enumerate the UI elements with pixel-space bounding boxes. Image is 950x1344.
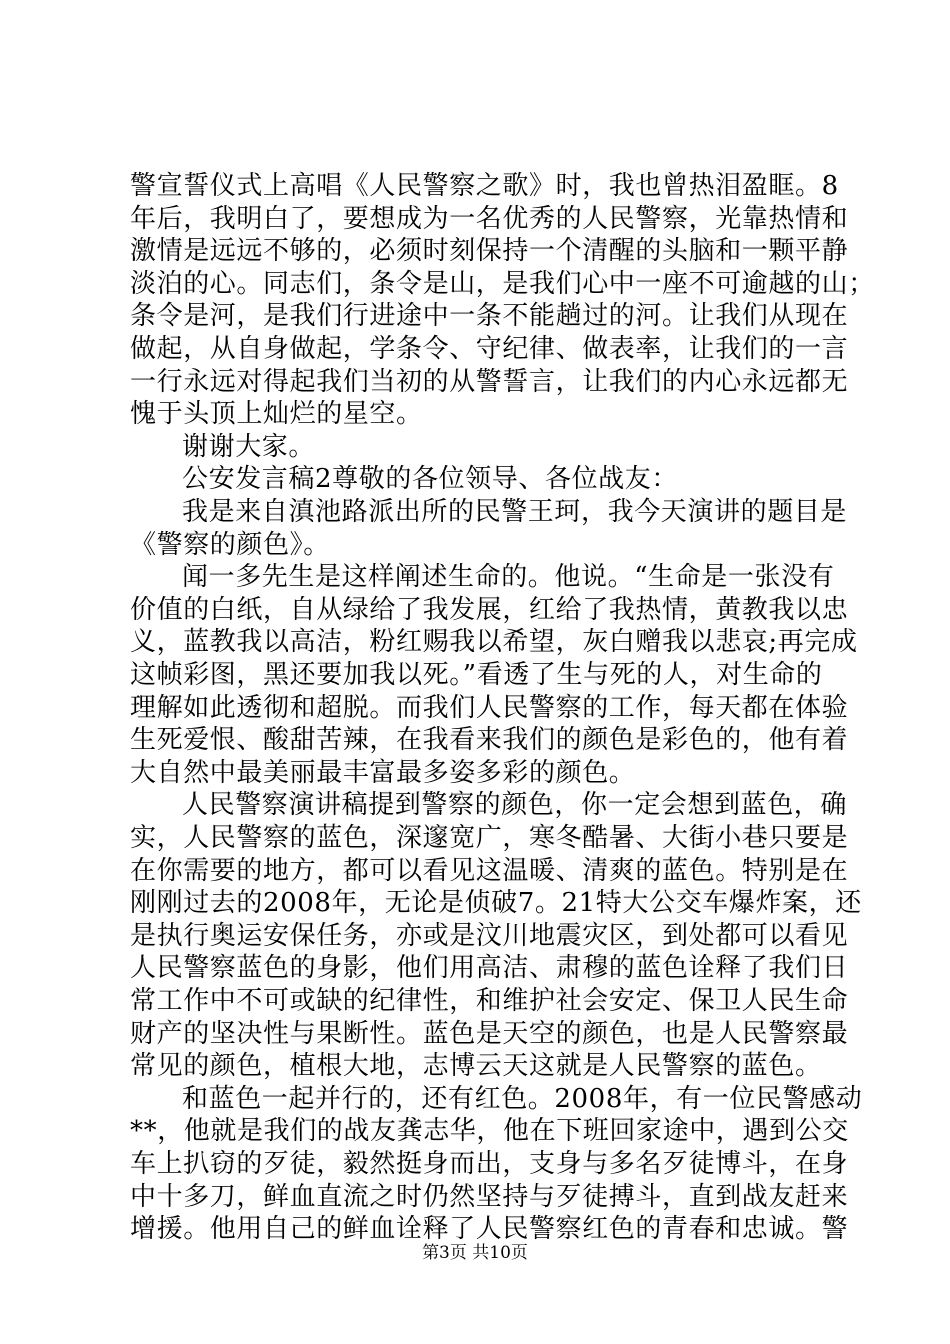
text-line: 谢谢大家。 bbox=[182, 431, 316, 462]
text-line: 常工作中不可或缺的纪律性，和维护社会安定、保卫人民生命 bbox=[130, 986, 849, 1016]
text-line: **，他就是我们的战友龚志华，他在下班回家途中，遇到公交 bbox=[130, 1116, 849, 1147]
text-line: 是执行奥运安保任务，亦或是汶川地震灾区，到处都可以看见 bbox=[130, 920, 849, 951]
text-line: 《警察的颜色》。 bbox=[130, 529, 330, 560]
text-line: 大自然中最美丽最丰富最多姿多彩的颜色。 bbox=[130, 757, 636, 788]
text-line: 车上扒窃的歹徒，毅然挺身而出，支身与多名歹徒博斗，在身 bbox=[130, 1149, 849, 1179]
text-line: 生死爱恨、酸甜苦辣，在我看来我们的颜色是彩色的，他有着 bbox=[130, 725, 849, 756]
text-line: 一行永远对得起我们当初的从警誓言，让我们的内心永远都无 bbox=[130, 366, 849, 397]
text-line: 理解如此透彻和超脱。而我们人民警察的工作，每天都在体验 bbox=[130, 692, 849, 723]
text-line: 激情是远远不够的，必须时刻保持一个清醒的头脑和一颗平静 bbox=[130, 236, 849, 267]
text-line: 常见的颜色，植根大地，志博云天这就是人民警察的蓝色。 bbox=[130, 1051, 822, 1082]
text-line: 中十多刀，鲜血直流之时仍然坚持与歹徒搏斗，直到战友赶来 bbox=[130, 1181, 849, 1212]
text-line: 闻一多先生是这样阐述生命的。他说。“生命是一张没有 bbox=[182, 562, 835, 593]
text-line: 这帧彩图，黑还要加我以死。”看透了生与死的人，对生命的 bbox=[130, 660, 823, 690]
text-line: 增援。他用自己的鲜血诠释了人民警察红色的青春和忠诚。警 bbox=[130, 1214, 849, 1245]
text-line: 愧于头顶上灿烂的星空。 bbox=[130, 399, 423, 430]
text-line: 年后，我明白了，要想成为一名优秀的人民警察，光靠热情和 bbox=[130, 203, 849, 234]
text-line: 价值的白纸，自从绿给了我发展，红给了我热情，黄教我以忠 bbox=[130, 594, 849, 625]
page-number: 第3页 共10页 bbox=[422, 1243, 528, 1263]
text-line: 我是来自滇池路派出所的民警王珂，我今天演讲的题目是 bbox=[182, 497, 848, 527]
text-line: 人民警察蓝色的身影，他们用高洁、肃穆的蓝色诠释了我们日 bbox=[130, 953, 849, 984]
text-line: 财产的坚决性与果断性。蓝色是天空的颜色，也是人民警察最 bbox=[130, 1018, 849, 1049]
text-line: 义，蓝教我以高洁，粉红赐我以希望，灰白赠我以悲哀;再完成 bbox=[130, 627, 858, 658]
text-line: 人民警察演讲稿提到警察的颜色，你一定会想到蓝色，确 bbox=[182, 790, 848, 821]
text-line: 实，人民警察的蓝色，深邃宽广，寒冬酷暑、大街小巷只要是 bbox=[130, 823, 849, 853]
text-line: 淡泊的心。同志们，条令是山，是我们心中一座不可逾越的山； bbox=[130, 268, 875, 299]
text-line: 做起，从自身做起，学条令、守纪律、做表率，让我们的一言 bbox=[130, 334, 849, 364]
text-line: 和蓝色一起并行的，还有红色。2008年，有一位民警感动 bbox=[182, 1083, 863, 1114]
text-line: 公安发言稿2尊敬的各位领导、各位战友： bbox=[182, 464, 678, 495]
text-line: 条令是河，是我们行进途中一条不能趟过的河。让我们从现在 bbox=[130, 301, 849, 332]
text-line: 警宣誓仪式上高唱《人民警察之歌》时，我也曾热泪盈眶。8 bbox=[130, 171, 839, 201]
text-line: 刚刚过去的2008年，无论是侦破7。21特大公交车爆炸案，还 bbox=[130, 888, 862, 919]
text-line: 在你需要的地方，都可以看见这温暖、清爽的蓝色。特别是在 bbox=[130, 855, 849, 886]
